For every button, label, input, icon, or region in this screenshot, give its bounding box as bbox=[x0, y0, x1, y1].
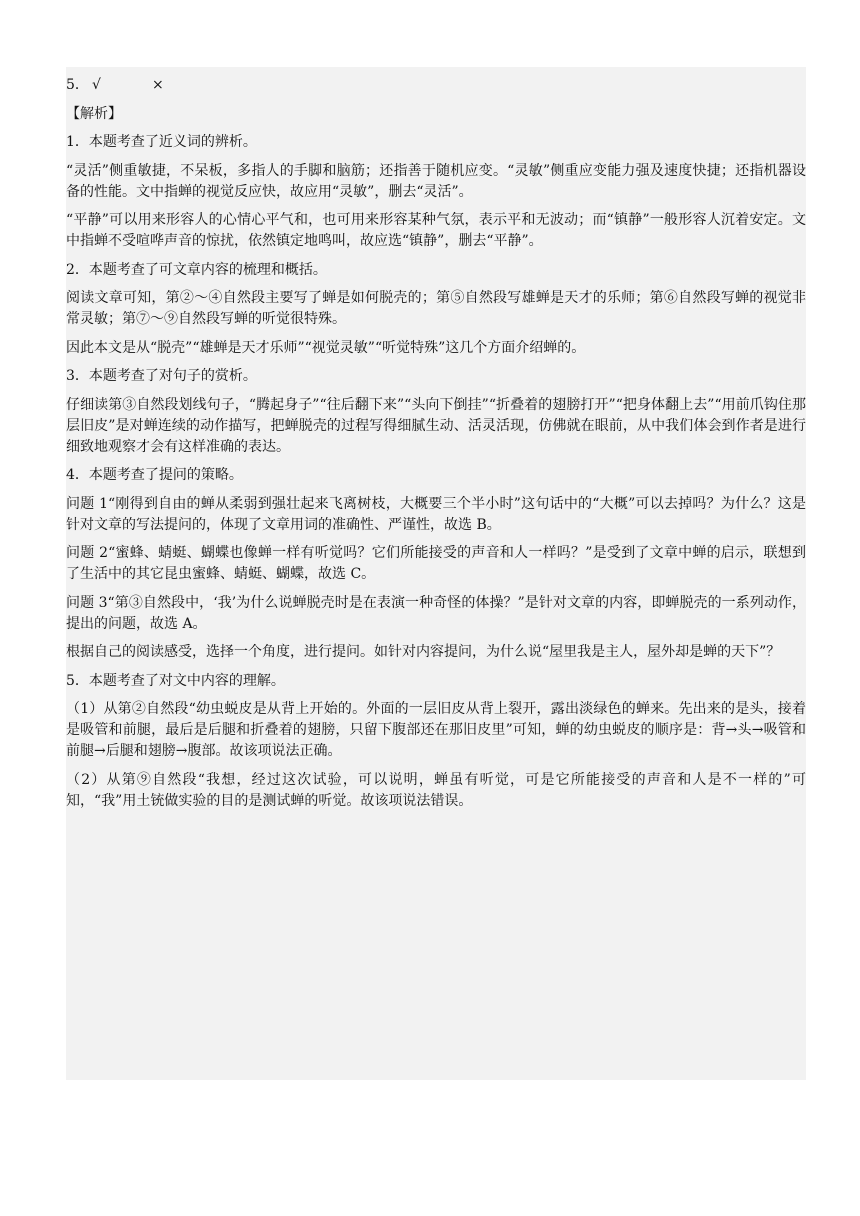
answer-line bbox=[66, 75, 806, 96]
section-title: 4．本题考查了提问的策略。 bbox=[66, 467, 243, 483]
section-title: 2．本题考查了可文章内容的梳理和概括。 bbox=[66, 261, 327, 278]
section-paragraph: 因此本文是从“脱壳”“雄蝉是天才乐师”“视觉灵敏”“听觉特殊”这几个方面介绍蝉的。 bbox=[66, 339, 586, 356]
section-paragraph: 根据自己的阅读感受，选择一个角度，进行提问。如针对内容提问，为什么说“屋里我是主人，屋外却是蝉的天下”？ bbox=[66, 644, 781, 660]
section-paragraph: （2）从第⑨自然段“我想，经过这次试验，可以说明，蝉虽有听觉，可是它所能接受的声音和人是不一样的”可知，“我”用土铳做实验的目的是测试蝉的听觉。故该项说法错误。 bbox=[66, 771, 806, 809]
answer-true-mark: √ bbox=[92, 77, 101, 93]
section-paragraph: 仔细读第③自然段划线句子，“腾起身子”“往后翻下来”“头向下倒挂”“折叠着的翅膀打开”“把身体翻上去”“用前爪钩住那层旧皮”是对蝉连续的动作描写，把蝉脱壳的过程写得细腻生动、活灵活现，仿佛就在眼前，从中我们体会到作者是进行细致地观察才会有这样准确的表达。 bbox=[66, 396, 806, 455]
section-title: 3．本题考查了对句子的赏析。 bbox=[66, 368, 257, 384]
section-paragraph: “灵活”侧重敏捷，不呆板，多指人的手脚和脑筋；还指善于随机应变。“灵敏”侧重应变能力强及速度快捷；还指机器设备的性能。文中指蝉的视觉反应快，故应用“灵敏”，删去“灵活”。 bbox=[66, 162, 806, 200]
section-paragraph: 问题 1“刚得到自由的蝉从柔弱到强壮起来飞离树枝，大概要三个半小时”这句话中的“大概”可以去掉吗？为什么？这是针对文章的写法提问的，体现了文章用词的准确性、严谨性，故选 B。 bbox=[66, 495, 806, 533]
analysis-heading: 【解析】 bbox=[66, 105, 122, 122]
section-title: 1．本题考查了近义词的辨析。 bbox=[66, 134, 257, 150]
section-paragraph: 阅读文章可知，第②～④自然段主要写了蝉是如何脱壳的；第⑤自然段写雄蝉是天才的乐师；第⑥自然段写蝉的视觉非常灵敏；第⑦～⑨自然段写蝉的听觉很特殊。 bbox=[66, 290, 806, 327]
section-paragraph: （1）从第②自然段“幼虫蜕皮是从背上开始的。外面的一层旧皮从背上裂开，露出淡绿色的蝉来。先出来的是头，接着是吸管和前腿，最后是后腿和折叠着的翅膀，只留下腹部还在那旧皮里”可知，蝉的幼虫蜕皮的顺序是：背→头→吸管和前腿→后腿和翅膀→腹部。故该项说法正确。 bbox=[66, 701, 806, 759]
document-body bbox=[66, 67, 806, 1080]
section-title: 5．本题考查了对文中内容的理解。 bbox=[66, 672, 285, 689]
section-paragraph: “平静”可以用来形容人的心情心平气和，也可用来形容某种气氛，表示平和无波动；而“镇静”一般形容人沉着安定。文中指蝉不受喧哗声音的惊扰，依然镇定地鸣叫，故应选“镇静”，删去“平静”。 bbox=[66, 212, 806, 249]
section-paragraph: 问题 3“第③自然段中，‘我’为什么说蝉脱壳时是在表演一种奇怪的体操？”是针对文章的内容，即蝉脱壳的一系列动作，提出的问题，故选 A。 bbox=[66, 594, 806, 632]
answer-false-mark: × bbox=[152, 77, 164, 93]
section-paragraph: 问题 2“蜜蜂、蜻蜓、蝴蝶也像蝉一样有听觉吗？它们所能接受的声音和人一样吗？”是受到了文章中蝉的启示，联想到了生活中的其它昆虫蜜蜂、蜻蜓、蝴蝶，故选 C。 bbox=[66, 545, 806, 582]
answer-number: 5． bbox=[66, 77, 89, 93]
